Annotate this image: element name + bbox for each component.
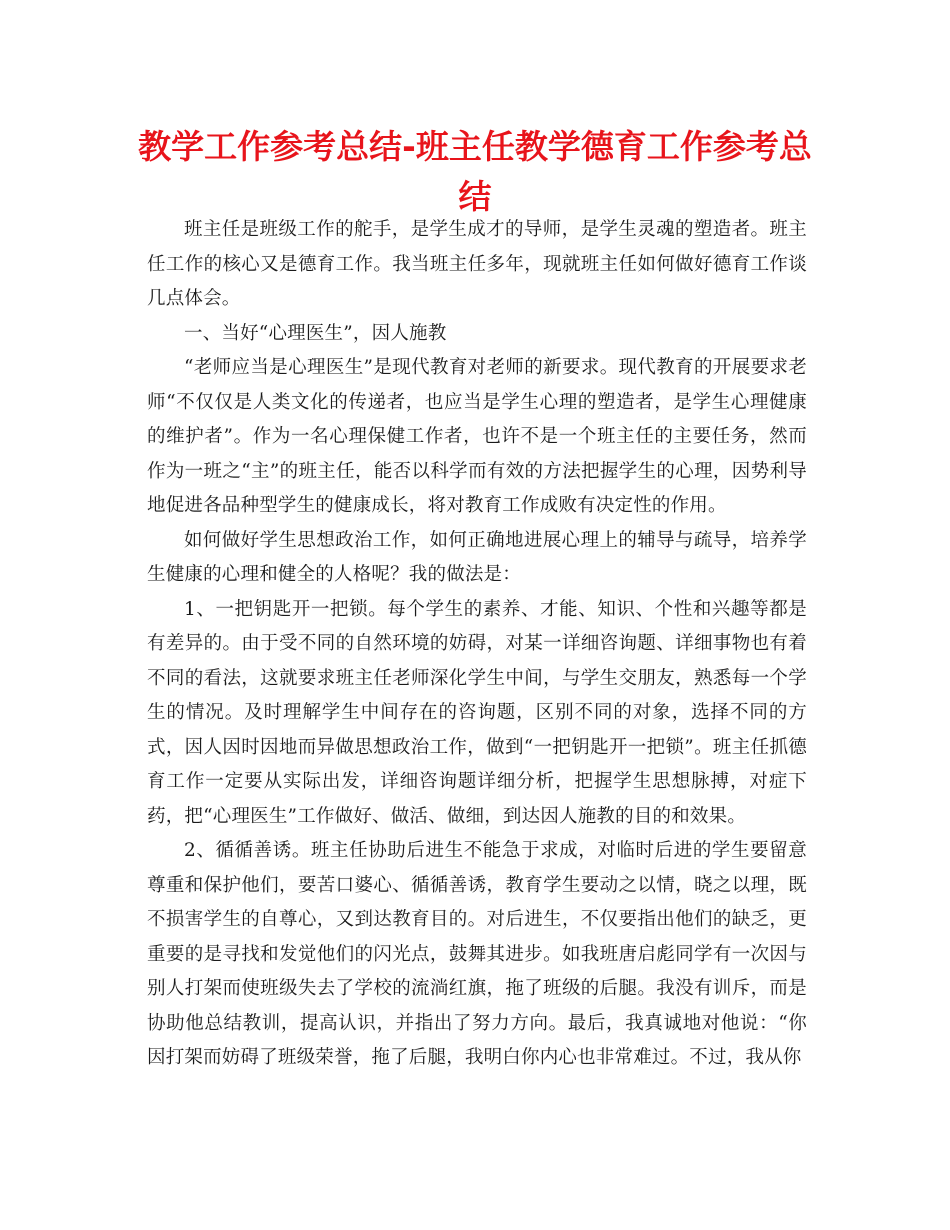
- paragraph: 如何做好学生思想政治工作，如何正确地进展心理上的辅导与疏导，培养学生健康的心理和健全的人格呢？我的做法是：: [147, 529, 807, 585]
- paragraph: 2、循循善诱。班主任协助后进生不能急于求成，对临时后进的学生要留意尊重和保护他们，要苦口婆心、循循善诱，教育学生要动之以情，晓之以理，既不损害学生的自尊心，又到达教育目的。对后进生，不仅要指出他们的缺乏，更重要的是寻找和发觉他们的闪光点，鼓舞其进步。如我班唐启彪同学有一次因与别人打架而使班级失去了学校的流淌红旗，拖了班级的后腿。我没有训斥，而是协助他总结教训，提高认识，并指出了努力方向。最后，我真诚地对他说：“你因打架而妨碍了班级荣誉，拖了后腿，我明白你内心也非常难过。不过，我从你: [147, 840, 807, 1068]
- section-heading: 一、当好“心理医生”，因人施教: [184, 322, 447, 344]
- paragraph: “老师应当是心理医生”是现代教育对老师的新要求。现代教育的开展要求老师“不仅仅是人类文化的传递者，也应当是学生心理的塑造者，是学生心理健康的维护者”。作为一名心理保健工作者，也许不是一个班主任的主要任务，然而作为一班之“主”的班主任，能否以科学而有效的方法把握学生的心理，因势利导地促进各品种型学生的健康成长，将对教育工作成败有决定性的作用。: [147, 357, 807, 516]
- paragraph: 班主任是班级工作的舵手，是学生成才的导师，是学生灵魂的塑造者。班主任工作的核心又是德育工作。我当班主任多年，现就班主任如何做好德育工作谈几点体会。: [147, 219, 807, 309]
- document-body: [147, 213, 807, 1076]
- document-title: 教学工作参考总结-班主任教学德育工作参考总结: [138, 127, 812, 216]
- paragraph: 1、一把钥匙开一把锁。每个学生的素养、才能、知识、个性和兴趣等都是有差异的。由于受不同的自然环境的妨碍，对某一详细咨询题、详细事物也有着不同的看法，这就要求班主任老师深化学生中间，与学生交朋友，熟悉每一个学生的情况。及时理解学生中间存在的咨询题，区别不同的对象，选择不同的方式，因人因时因地而异做思想政治工作，做到“一把钥匙开一把锁”。班主任抓德育工作一定要从实际出发，详细咨询题详细分析，把握学生思想脉搏，对症下药，把“心理医生”工作做好、做活、做细，到达因人施教的目的和效果。: [147, 598, 807, 827]
